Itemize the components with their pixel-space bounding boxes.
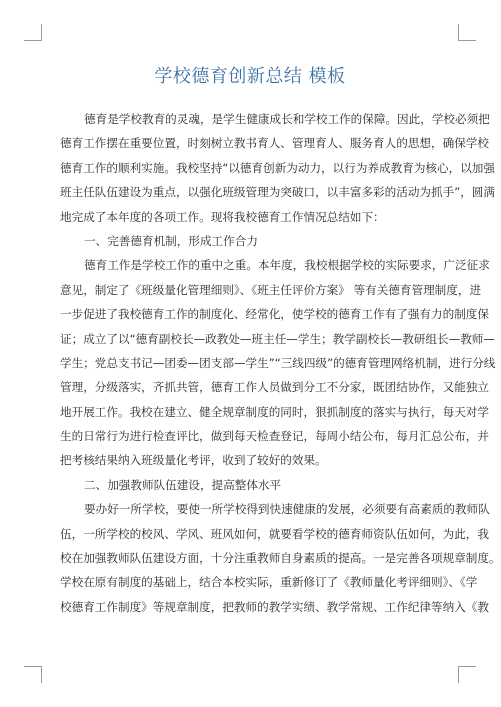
crop-mark-bottom-right [459,666,476,667]
text-line: 德育工作的顺利实施。我校坚持“以德育创新为动力，以行为养成教育为核心，以加强 [60,160,495,175]
crop-mark-top-right [458,24,459,41]
document-body [60,107,501,619]
text-line: 伍，一所学校的校风、学风、班风如何，就要看学校的德育师资队伍如何，为此，我 [60,526,489,541]
text-line: 管理，分级落实，齐抓共管，德育工作人员做到分工不分家，既团结协作，又能独立 [60,380,489,395]
text-line: 德育工作摆在重要位置，时刻树立教书育人、管理育人、服务育人的思想，确保学校 [60,136,489,151]
crop-mark-bottom-right [458,666,459,683]
crop-mark-bottom-left [41,666,42,683]
crop-mark-top-left [24,40,41,41]
text-line: 意见，制定了《班级量化管理细则》、《班主任评价方案》 等有关德育管理制度，进 [60,282,482,297]
text-line: 德育是学校教育的灵魂，是学生健康成长和学校工作的保障。因此，学校必须把 [84,112,490,126]
text-line: 证；成立了以“德育副校长—政教处—班主任—学生；教学副校长—教研组长—教师— [60,331,495,346]
text-line: 学生；党总支书记—团委—团支部—学生”“三线四级”的德育管理网络机制，进行分线 [60,355,496,370]
text-line: 校在加强教师队伍建设方面，十分注重教师自身素质的提高。一是完善各项规章制度。 [60,551,501,566]
text-line: 校德育工作制度》等规章制度，把教师的教学实绩、教学常规、工作纪律等纳入《教 [60,599,489,614]
text-line: 生的日常行为进行检查评比，做到每天检查登记，每周小结公布，每月汇总公布，并 [60,429,489,444]
text-line: 德育工作是学校工作的重中之重。本年度，我校根据学校的实际要求，广泛征求 [84,258,490,273]
text-line: 地开展工作。我校在建立、健全规章制度的同时，狠抓制度的落实与执行，每天对学 [60,404,489,419]
text-line: 要办好一所学校，要使一所学校得到快速健康的发展，必须要有高素质的教师队 [84,502,490,517]
text-line: 二、加强教师队伍建设，提高整体水平 [84,477,282,492]
crop-mark-bottom-left [24,666,41,667]
crop-mark-top-right [459,40,476,41]
text-line: 地完成了本年度的各项工作。现将我校德育工作情况总结如下： [60,209,385,224]
crop-mark-top-left [41,24,42,41]
text-line: 一步促进了我校德育工作的制度化、经常化，使学校的德育工作有了强有力的制度保 [60,307,489,322]
document-title: 学校德育创新总结 模板 [154,66,346,87]
text-line: 学校在原有制度的基础上，结合本校实际，重新修订了《教师量化考评细则》、《学 [60,575,478,590]
text-line: 一、完善德育机制，形成工作合力 [84,233,258,248]
text-line: 把考核结果纳入班级量化考评，收到了较好的效果。 [60,453,327,468]
text-line: 班主任队伍建设为重点，以强化班级管理为突破口，以丰富多彩的活动为抓手”，圆满 [60,185,495,200]
